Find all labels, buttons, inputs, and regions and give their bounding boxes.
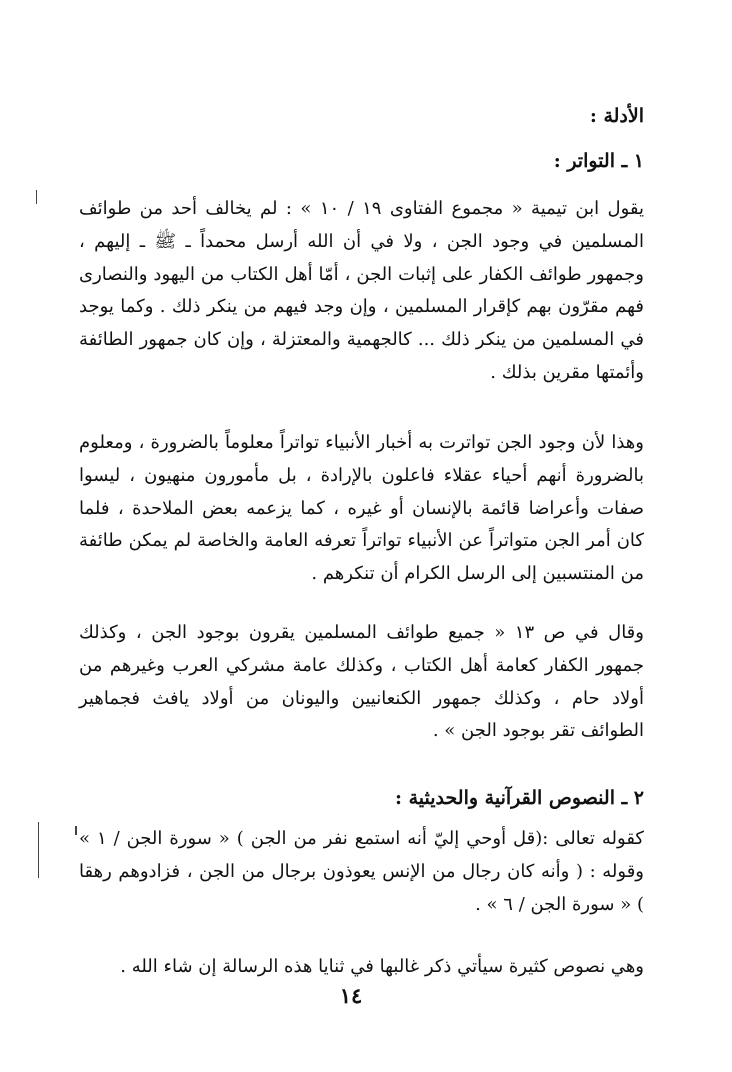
paragraph-prophets-report: وهذا لأن وجود الجن تواترت به أخبار الأنبياء تواتراً معلوماً بالضرورة ، ومعلوم بالضرورة أنهم أحياء عقلاء فاعلون بالإرادة ، بل مأمورون منهيون ، ليسوا صفات وأعراضا قائمة بالإنسان أو غيره ، كما يزعمه بعض الملاحدة ، فلما كان أمر الجن متواتراً عن الأنبياء تواتراً تعرفه العامة والخاصة لم يمكن طائفة من المنتسبين إلى الرسل الكرام أن تنكرهم . — [79, 432, 644, 585]
paragraph-quran-verses: كقوله تعالى :(قل أوحي إليّ أنه استمع نفر من الجن ) « سورة الجن / ١ » وقوله : ( وأنه كان رجال من الإنس يعوذون برجال من الجن ، فزادوهم رهقا ) « سورة الجن / ٦ » . — [79, 828, 644, 915]
page-number: ١٤ — [339, 983, 363, 1008]
paragraph-closing: وهي نصوص كثيرة سيأتي ذكر غالبها في ثنايا هذه الرسالة إن شاء الله . — [120, 956, 644, 977]
paragraph-page-13-quote: وقال في ص ١٣ « جميع طوائف المسلمين يقرون بوجود الجن ، وكذلك جمهور الكفار كعامة أهل الكتاب ، وكذلك عامة مشركي العرب وغيرهم من أولاد حام ، وكذلك جمهور الكنعانيين واليونان من أولاد يافث فجماهير الطوائف تقر بوجود الجن » . — [79, 622, 644, 742]
paragraph-ibn-taymiyyah-quote: يقول ابن تيمية « مجموع الفتاوى ١٩ / ١٠ » : لم يخالف أحد من طوائف المسلمين في وجود الجن ، ولا في أن الله أرسل محمداً ـ ﷺ ـ إليهم ، وجمهور طوائف الكفار على إثبات الجن ، أمّا أهل الكتاب من اليهود والنصارى فهم مقرّون بهم كإقرار المسلمين ، وإن وجد فيهم من ينكر ذلك . وكما يوجد في المسلمين من ينكر ذلك ... كالجهمية والمعتزلة ، وإن كان جمهور الطائفة وأئمتها مقرين بذلك . — [79, 198, 644, 383]
subheading-texts: ٢ ـ النصوص القرآنية والحديثية : — [394, 787, 644, 809]
margin-mark — [38, 822, 39, 878]
section-heading-evidence: الأدلة : — [589, 105, 644, 127]
subheading-mutawatir: ١ ـ التواتر : — [553, 150, 644, 172]
margin-mark — [36, 190, 37, 204]
margin-mark — [75, 826, 77, 835]
